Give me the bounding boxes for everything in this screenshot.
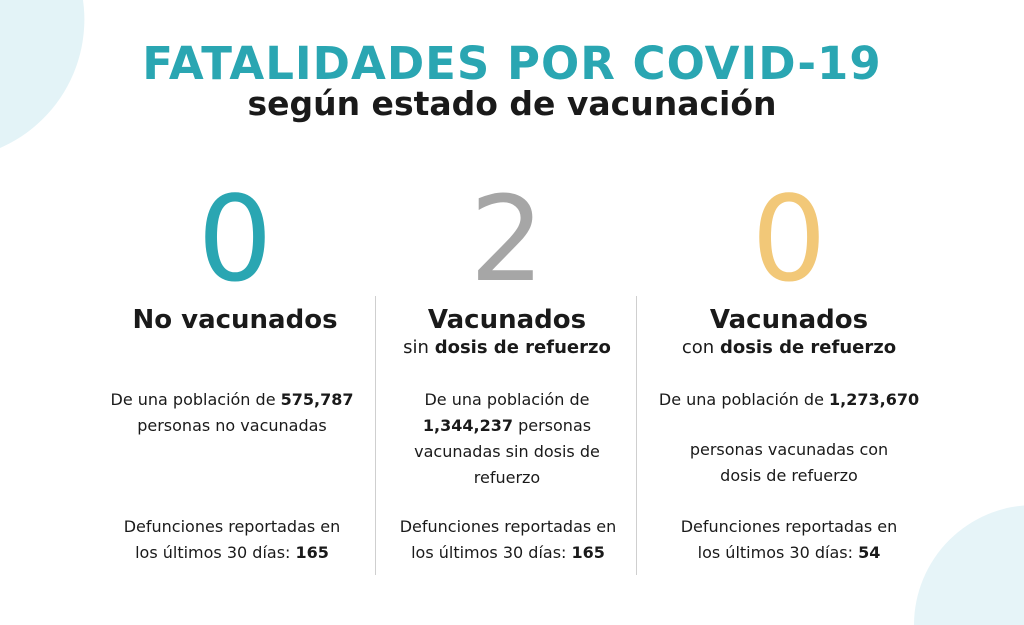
column-heading: No vacunados bbox=[132, 305, 338, 335]
column-heading: Vacunados bbox=[709, 305, 869, 335]
deaths-count-big: 2 bbox=[469, 170, 545, 308]
deaths-value: 165 bbox=[295, 543, 329, 562]
population-text-booster: De una población de 1,273,670 bbox=[658, 390, 920, 409]
population-text-no-booster: De una población de 1,344,237 personas vacunadas sin dosis de refuerzo bbox=[414, 390, 600, 487]
deaths-text-no-booster: Defunciones reportadas en los últimos 30 días: 165 bbox=[399, 517, 617, 562]
page-subtitle: según estado de vacunación bbox=[247, 84, 777, 123]
column-unvaccinated bbox=[100, 170, 370, 336]
deaths-count-big: 0 bbox=[751, 170, 827, 308]
column-subheading: sin dosis de refuerzo bbox=[403, 337, 611, 358]
population-suffix-booster: personas vacunadas con dosis de refuerzo bbox=[689, 440, 889, 485]
deaths-text-unvaccinated: Defunciones reportadas en los últimos 30 días: 165 bbox=[123, 517, 341, 562]
column-vaccinated-booster bbox=[644, 170, 934, 360]
column-vaccinated-no-booster bbox=[378, 170, 636, 360]
population-value: 1,273,670 bbox=[829, 390, 920, 409]
population-value: 1,344,237 bbox=[422, 416, 513, 435]
population-value: 575,787 bbox=[280, 390, 354, 409]
page-title: FATALIDADES POR COVID-19 bbox=[142, 37, 882, 90]
deaths-text-booster: Defunciones reportadas en los últimos 30 días: 54 bbox=[680, 517, 898, 562]
column-divider bbox=[636, 296, 637, 575]
column-divider bbox=[375, 296, 376, 575]
deaths-count-big: 0 bbox=[197, 170, 273, 308]
deaths-value: 165 bbox=[571, 543, 605, 562]
column-heading: Vacunados bbox=[427, 305, 587, 335]
column-subheading: con dosis de refuerzo bbox=[681, 337, 897, 358]
population-text-unvaccinated: De una población de 575,787 personas no vacunadas bbox=[110, 390, 354, 435]
deaths-value: 54 bbox=[858, 543, 881, 562]
